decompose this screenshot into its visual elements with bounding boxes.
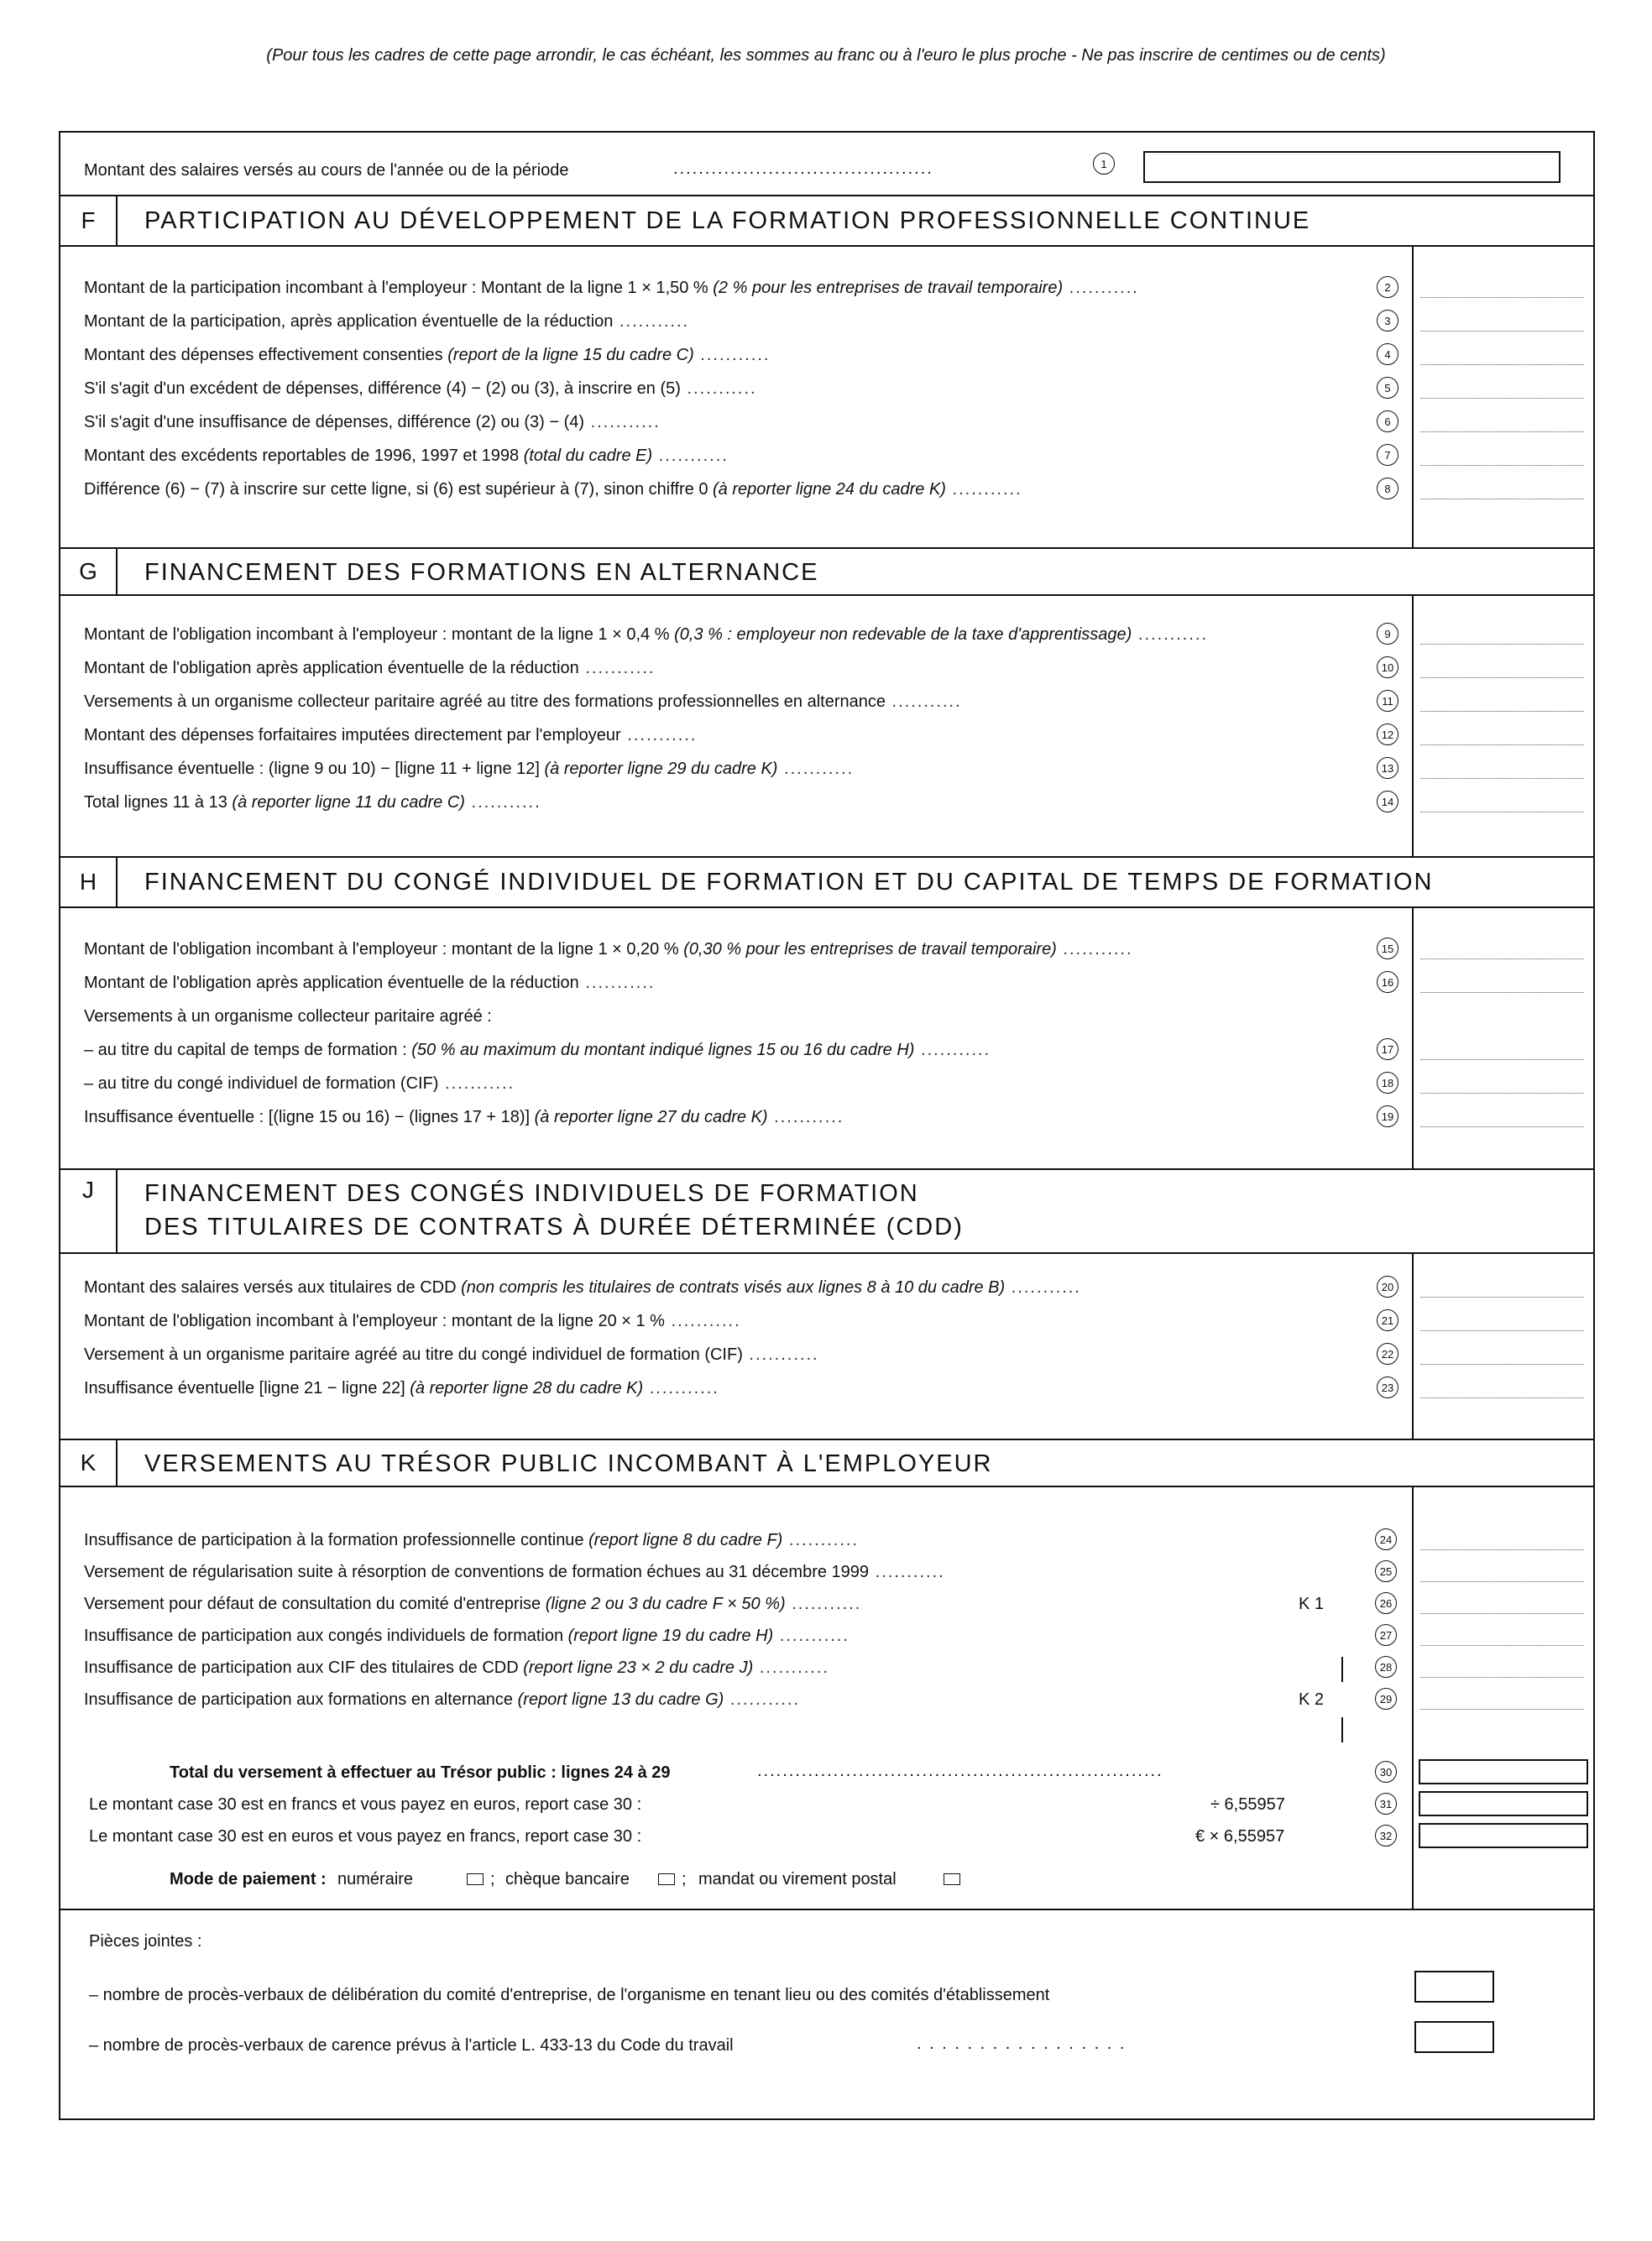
line-text: Versements à un organisme collecteur paritaire agréé au titre des formations professionnelles en alternance: [84, 692, 886, 711]
amount-column-divider: [1412, 908, 1414, 1168]
section-k-title: VERSEMENTS AU TRÉSOR PUBLIC INCOMBANT À L'EMPLOYEUR: [144, 1450, 993, 1477]
line-16-number: 16: [1377, 971, 1398, 993]
section-k: [60, 1440, 1593, 1910]
dot-leader: ...........: [680, 379, 757, 398]
dot-leader: ...........: [914, 1041, 991, 1059]
line-text: Insuffisance de participation à la formation professionnelle continue: [84, 1531, 584, 1549]
line-7-number: 7: [1377, 444, 1398, 466]
payment-option-cheque-label: chèque bancaire: [505, 1870, 630, 1888]
line-label: [84, 413, 661, 432]
line-note: (2 % pour les entreprises de travail temporaire): [708, 279, 1064, 297]
line-label: [84, 726, 697, 745]
dot-leader: ...........: [753, 1659, 829, 1677]
line-label: [84, 1659, 829, 1678]
dot-leader: ...........: [1056, 940, 1133, 959]
line-20-amount-field[interactable]: [1420, 1297, 1584, 1298]
section-h-header: [60, 858, 1593, 908]
line-25-number: 25: [1375, 1560, 1397, 1582]
line-19-number: 19: [1377, 1105, 1398, 1127]
line-label: [84, 346, 770, 365]
line-15-number: 15: [1377, 938, 1398, 959]
line-label: [84, 1690, 800, 1710]
amount-column-divider: [1412, 247, 1414, 547]
line-text: Insuffisance éventuelle : [(ligne 15 ou 16) − (lignes 17 + 18)]: [84, 1108, 531, 1126]
dot-leader: ...........: [1063, 279, 1139, 297]
amount-column-divider: [1412, 596, 1414, 856]
line-4-amount-field[interactable]: [1420, 364, 1584, 365]
line-note: (report ligne 23 × 2 du cadre J): [518, 1659, 754, 1677]
line-note: (0,30 % pour les entreprises de travail temporaire): [678, 940, 1057, 959]
line-12-amount-field[interactable]: [1420, 744, 1584, 745]
dot-leader: . . . . . . . . . . . . . . . . .: [917, 2035, 1127, 2053]
line-14-number: 14: [1377, 791, 1398, 812]
line-21-number: 21: [1377, 1309, 1398, 1331]
line-label: [84, 1074, 515, 1094]
line-32-number: 32: [1375, 1825, 1397, 1847]
section-h-title: FINANCEMENT DU CONGÉ INDIVIDUEL DE FORMATION ET DU CAPITAL DE TEMPS DE FORMATION: [144, 869, 1434, 896]
line-5-number: 5: [1377, 377, 1398, 399]
amount-column-divider: [1412, 1487, 1414, 1909]
line-19-amount-field[interactable]: [1420, 1126, 1584, 1127]
dot-leader: ...........: [869, 1563, 945, 1581]
line-label: [84, 447, 729, 466]
line-1-row: [60, 133, 1593, 196]
line-label: [84, 1563, 945, 1582]
amount-column-divider: [1412, 1254, 1414, 1439]
line-tag: K 1: [1299, 1595, 1325, 1613]
separator: ;: [682, 1870, 687, 1888]
conversion-1-label: Le montant case 30 est en francs et vous payez en euros, report case 30 :: [89, 1795, 642, 1814]
line-note: (report ligne 13 du cadre G): [513, 1690, 724, 1709]
rounding-note: (Pour tous les cadres de cette page arrondir, le cas échéant, les sommes au franc ou à l'euro le plus proche - Ne pas inscrire de centimes ou de cents): [266, 46, 1386, 65]
line-label: [84, 659, 655, 678]
line-label: [84, 793, 541, 812]
dot-leader: ...........: [613, 312, 690, 331]
line-text: Montant de l'obligation incombant à l'employeur : montant de la ligne 20 × 1 %: [84, 1312, 665, 1330]
line-text: Montant de l'obligation après application éventuelle de la réduction: [84, 974, 579, 992]
line-10-amount-field[interactable]: [1420, 677, 1584, 678]
line-27-amount-field[interactable]: [1420, 1645, 1584, 1646]
bracket-mark: [1341, 1657, 1343, 1682]
line-21-amount-field[interactable]: [1420, 1330, 1584, 1331]
line-30-total-field[interactable]: [1419, 1759, 1588, 1784]
dot-leader: ...........: [578, 659, 656, 677]
payment-option-postal-label: mandat ou virement postal: [698, 1870, 897, 1888]
dot-leader: ...........: [785, 1595, 862, 1613]
line-3-number: 3: [1377, 310, 1398, 332]
dot-leader: ...........: [885, 692, 962, 711]
dot-leader: ...........: [664, 1312, 741, 1330]
dot-leader: ...........: [652, 447, 729, 465]
dot-leader: ................................................................: [757, 1762, 1163, 1780]
line-16-amount-field[interactable]: [1420, 992, 1584, 993]
line-note: (à reporter ligne 24 du cadre K): [708, 480, 946, 499]
conversion-1-rate: ÷ 6,55957: [1210, 1795, 1285, 1814]
line-note: (ligne 2 ou 3 du cadre F × 50 %): [541, 1595, 786, 1613]
line-32-field[interactable]: [1419, 1823, 1588, 1848]
payment-cash-checkbox[interactable]: [467, 1873, 484, 1885]
line-text: Différence (6) − (7) à inscrire sur cette ligne, si (6) est supérieur à (7), sinon chiffre 0: [84, 480, 708, 499]
line-text: Insuffisance de participation aux formations en alternance: [84, 1690, 514, 1709]
line-label: [84, 1278, 1081, 1298]
section-f-title: PARTICIPATION AU DÉVELOPPEMENT DE LA FORMATION PROFESSIONNELLE CONTINUE: [144, 207, 1311, 234]
line-label: [84, 312, 689, 332]
dot-leader: ...........: [945, 480, 1022, 499]
line-27-number: 27: [1375, 1624, 1397, 1646]
line-9-amount-field[interactable]: [1420, 644, 1584, 645]
dot-leader: ...........: [693, 346, 771, 364]
line-label: [84, 379, 757, 399]
form-frame: [59, 131, 1595, 2120]
payment-option-cash-label: numéraire: [337, 1870, 414, 1888]
attachments-section: [60, 1910, 1593, 2120]
line-note: (50 % au maximum du montant indiqué lignes 15 ou 16 du cadre H): [406, 1041, 915, 1059]
bracket-mark: [1341, 1717, 1343, 1742]
line-22-number: 22: [1377, 1343, 1398, 1365]
line-13-number: 13: [1377, 757, 1398, 779]
line-5-amount-field[interactable]: [1420, 398, 1584, 399]
section-g-title: FINANCEMENT DES FORMATIONS EN ALTERNANCE: [144, 559, 819, 586]
line-11-number: 11: [1377, 690, 1398, 712]
section-j: [60, 1170, 1593, 1440]
line-text: S'il s'agit d'une insuffisance de dépenses, différence (2) ou (3) − (4): [84, 413, 585, 431]
dot-leader: ...........: [773, 1627, 850, 1645]
line-13-amount-field[interactable]: [1420, 778, 1584, 779]
line-text: Montant des dépenses effectivement consenties: [84, 346, 443, 364]
line-text: Versement à un organisme paritaire agréé au titre du congé individuel de formation (CIF): [84, 1345, 743, 1364]
payment-mode-label: Mode de paiement :: [170, 1870, 327, 1888]
total-label: Total du versement à effectuer au Trésor public : lignes 24 à 29: [170, 1763, 671, 1782]
line-23-amount-field[interactable]: [1420, 1397, 1584, 1398]
line-label: [84, 1379, 719, 1398]
line-31-number: 31: [1375, 1793, 1397, 1815]
section-g-header: [60, 549, 1593, 596]
dot-leader: ...........: [1132, 625, 1209, 644]
line-18-amount-field[interactable]: [1420, 1093, 1584, 1094]
line-text: Montant de l'obligation incombant à l'employeur : montant de la ligne 1 × 0,20 %: [84, 940, 679, 959]
line-31-field[interactable]: [1419, 1791, 1588, 1816]
line-text: Insuffisance de participation aux CIF des titulaires de CDD: [84, 1659, 519, 1677]
line-text: Montant de l'obligation après application éventuelle de la réduction: [84, 659, 579, 677]
line-4-number: 4: [1377, 343, 1398, 365]
section-f-letter: F: [60, 196, 118, 245]
line-10-number: 10: [1377, 656, 1398, 678]
line-text: Montant de la participation, après application éventuelle de la réduction: [84, 312, 614, 331]
line-note: (total du cadre E): [519, 447, 653, 465]
line-20-number: 20: [1377, 1276, 1398, 1298]
dot-leader: ...........: [1005, 1278, 1081, 1297]
dot-leader: ...........: [767, 1108, 844, 1126]
line-17-number: 17: [1377, 1038, 1398, 1060]
attachment-item-1: – nombre de procès-verbaux de délibération du comité d'entreprise, de l'organisme en tenant lieu ou des comités d'établissement: [89, 1986, 1050, 2004]
section-j-letter: J: [60, 1170, 118, 1252]
section-f: [60, 196, 1593, 549]
line-label: [84, 1345, 819, 1365]
line-label: [84, 974, 655, 993]
line-28-amount-field[interactable]: [1420, 1677, 1584, 1678]
line-label: [84, 1627, 850, 1646]
line-note: (à reporter ligne 29 du cadre K): [539, 760, 778, 778]
section-k-letter: K: [60, 1440, 118, 1486]
dot-leader: ...........: [584, 413, 661, 431]
line-text: Montant de la participation incombant à l'employeur : Montant de la ligne 1 × 1,50 %: [84, 279, 708, 297]
line-6-amount-field[interactable]: [1420, 431, 1584, 432]
line-tag: K 2: [1299, 1690, 1325, 1709]
line-note: (report de la ligne 15 du cadre C): [442, 346, 694, 364]
section-f-header: [60, 196, 1593, 247]
attachment-2-count-field[interactable]: [1414, 2021, 1494, 2053]
dot-leader: ...........: [620, 726, 698, 744]
line-26-amount-field[interactable]: [1420, 1613, 1584, 1614]
attachment-1-count-field[interactable]: [1414, 1971, 1494, 2003]
line-30-number: 30: [1375, 1761, 1397, 1783]
line-7-amount-field[interactable]: [1420, 465, 1584, 466]
line-label: [84, 480, 1022, 499]
line-text: S'il s'agit d'un excédent de dépenses, différence (4) − (2) ou (3), à inscrire en (5): [84, 379, 681, 398]
line-text: Insuffisance éventuelle : (ligne 9 ou 10) − [ligne 11 + ligne 12]: [84, 760, 540, 778]
section-j-header: [60, 1170, 1593, 1254]
dot-leader: ...........: [438, 1074, 515, 1093]
conversion-2-rate: € × 6,55957: [1195, 1827, 1285, 1846]
line-24-number: 24: [1375, 1528, 1397, 1550]
section-j-title-line-1: FINANCEMENT DES CONGÉS INDIVIDUELS DE FORMATION: [144, 1180, 919, 1207]
payment-postal-checkbox[interactable]: [944, 1873, 960, 1885]
section-g: [60, 549, 1593, 858]
line-22-amount-field[interactable]: [1420, 1364, 1584, 1365]
line-29-amount-field[interactable]: [1420, 1709, 1584, 1710]
line-18-number: 18: [1377, 1072, 1398, 1094]
line-text: Versement de régularisation suite à résorption de conventions de formation échues au 31 décembre 1999: [84, 1563, 870, 1581]
line-note: (non compris les titulaires de contrats visés aux lignes 8 à 10 du cadre B): [456, 1278, 1006, 1297]
line-text: Montant des excédents reportables de 1996, 1997 et 1998: [84, 447, 520, 465]
line-text: Insuffisance éventuelle [ligne 21 − ligne 22]: [84, 1379, 405, 1397]
dot-leader: .........................................: [673, 159, 933, 178]
section-h-letter: H: [60, 858, 118, 906]
dot-leader: ...........: [464, 793, 541, 812]
line-note: (0,3 % : employeur non redevable de la taxe d'apprentissage): [669, 625, 1132, 644]
dot-leader: ...........: [742, 1345, 819, 1364]
separator: ;: [490, 1870, 495, 1888]
line-2-number: 2: [1377, 276, 1398, 298]
line-label: [84, 760, 854, 779]
line-2-amount-field[interactable]: [1420, 297, 1584, 298]
line-26-number: 26: [1375, 1592, 1397, 1614]
line-label: [84, 1531, 859, 1550]
line-text: – au titre du capital de temps de formation :: [84, 1041, 407, 1059]
line-label: [84, 1007, 492, 1026]
section-k-header: [60, 1440, 1593, 1487]
line-text: Versements à un organisme collecteur paritaire agréé :: [84, 1007, 492, 1026]
line-8-number: 8: [1377, 478, 1398, 499]
line-28-number: 28: [1375, 1656, 1397, 1678]
line-label: [84, 625, 1208, 645]
attachment-item-2: – nombre de procès-verbaux de carence prévus à l'article L. 433-13 du Code du travail: [89, 2036, 734, 2055]
payment-cheque-checkbox[interactable]: [658, 1873, 675, 1885]
line-text: Total lignes 11 à 13: [84, 793, 227, 812]
line-11-amount-field[interactable]: [1420, 711, 1584, 712]
line-text: Insuffisance de participation aux congés individuels de formation: [84, 1627, 564, 1645]
line-label: [84, 1595, 861, 1614]
line-25-amount-field[interactable]: [1420, 1581, 1584, 1582]
line-label: [84, 1108, 844, 1127]
line-1-number: 1: [1093, 153, 1115, 175]
line-1-label: Montant des salaires versés au cours de l'année ou de la période: [84, 161, 569, 180]
line-label: [84, 692, 962, 712]
line-label: [84, 1312, 741, 1331]
section-j-title-line-2: DES TITULAIRES DE CONTRATS À DURÉE DÉTERMINÉE (CDD): [144, 1214, 964, 1241]
line-label: [84, 279, 1139, 298]
line-29-number: 29: [1375, 1688, 1397, 1710]
conversion-2-label: Le montant case 30 est en euros et vous payez en francs, report case 30 :: [89, 1827, 642, 1846]
line-text: Montant de l'obligation incombant à l'employeur : montant de la ligne 1 × 0,4 %: [84, 625, 670, 644]
line-text: Montant des salaires versés aux titulaires de CDD: [84, 1278, 457, 1297]
dot-leader: ...........: [724, 1690, 800, 1709]
line-note: (à reporter ligne 11 du cadre C): [227, 793, 465, 812]
line-text: – au titre du congé individuel de formation (CIF): [84, 1074, 439, 1093]
line-6-number: 6: [1377, 410, 1398, 432]
line-label: [84, 1041, 991, 1060]
line-3-amount-field[interactable]: [1420, 331, 1584, 332]
line-17-amount-field[interactable]: [1420, 1059, 1584, 1060]
line-24-amount-field[interactable]: [1420, 1549, 1584, 1550]
dot-leader: ...........: [578, 974, 656, 992]
line-9-number: 9: [1377, 623, 1398, 645]
dot-leader: ...........: [643, 1379, 719, 1397]
line-note: (report ligne 19 du cadre H): [563, 1627, 774, 1645]
section-g-letter: G: [60, 549, 118, 594]
line-1-amount-field[interactable]: [1143, 151, 1561, 183]
attachments-title: Pièces jointes :: [89, 1932, 202, 1951]
line-text: Montant des dépenses forfaitaires imputées directement par l'employeur: [84, 726, 621, 744]
line-note: (report ligne 8 du cadre F): [583, 1531, 783, 1549]
line-23-number: 23: [1377, 1376, 1398, 1398]
section-h: [60, 858, 1593, 1170]
line-note: (à reporter ligne 27 du cadre K): [530, 1108, 768, 1126]
line-label: [84, 940, 1133, 959]
line-12-number: 12: [1377, 723, 1398, 745]
line-text: Versement pour défaut de consultation du comité d'entreprise: [84, 1595, 541, 1613]
dot-leader: ...........: [782, 1531, 860, 1549]
dot-leader: ...........: [777, 760, 855, 778]
line-note: (à reporter ligne 28 du cadre K): [405, 1379, 644, 1397]
